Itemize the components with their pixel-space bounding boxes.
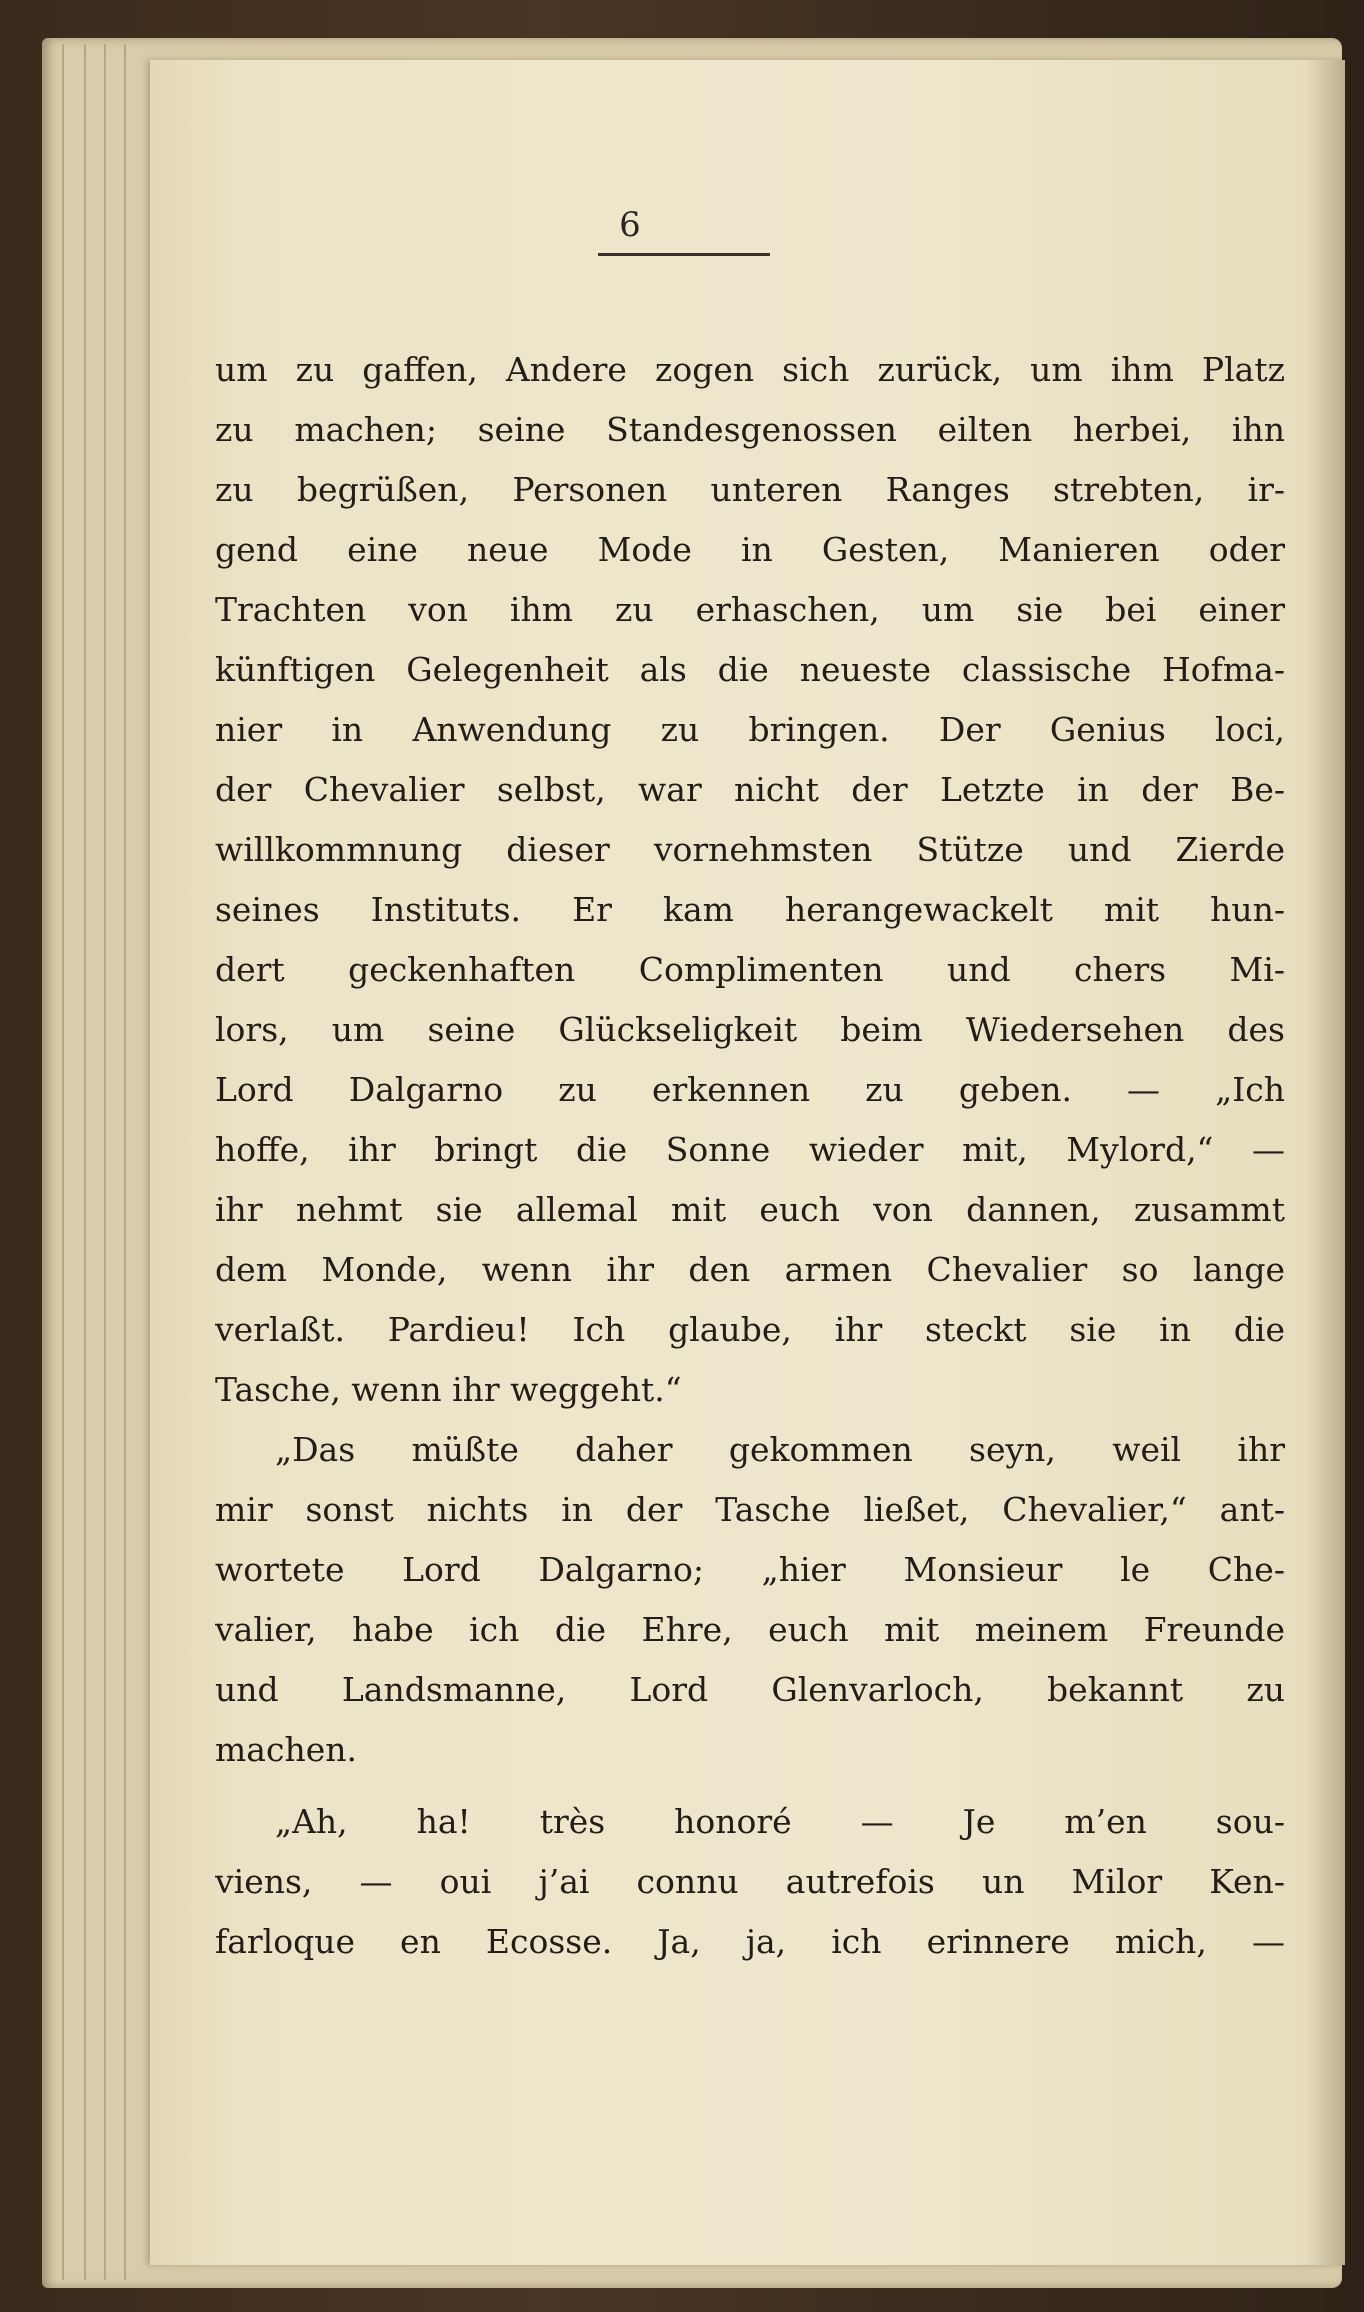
text-line: „Das müßte daher gekommen seyn, weil ihr [275, 1430, 1285, 1469]
page-edge [124, 44, 136, 2280]
page-gutter-shadow [1305, 60, 1345, 2265]
text-line: „Ah, ha! très honoré — Je m’en sou- [275, 1802, 1285, 1841]
text-line: seines Instituts. Er kam herangewackelt mit hun- [215, 890, 1285, 929]
text-line: willkommnung dieser vornehmsten Stütze und Zierde [215, 830, 1285, 869]
text-line: wortete Lord Dalgarno; „hier Monsieur le Che- [215, 1550, 1285, 1589]
text-line: valier, habe ich die Ehre, euch mit meinem Freunde [215, 1610, 1285, 1649]
text-line: lors, um seine Glückseligkeit beim Wiedersehen des [215, 1010, 1285, 1049]
text-line: ihr nehmt sie allemal mit euch von dannen, zusammt [215, 1190, 1285, 1229]
text-line: farloque en Ecosse. Ja, ja, ich erinnere mich, — [215, 1922, 1285, 1961]
text-line: Tasche, wenn ihr weggeht.“ [215, 1370, 682, 1409]
text-line: um zu gaffen, Andere zogen sich zurück, um ihm Platz [215, 350, 1285, 389]
text-line: mir sonst nichts in der Tasche ließet, Chevalier,“ ant- [215, 1490, 1285, 1529]
text-line: zu begrüßen, Personen unteren Ranges strebten, ir- [215, 470, 1285, 509]
header-rule [598, 253, 770, 256]
text-line: Lord Dalgarno zu erkennen zu geben. — „Ich [215, 1070, 1285, 1109]
text-line: und Landsmanne, Lord Glenvarloch, bekannt zu [215, 1670, 1285, 1709]
page-edge [84, 44, 96, 2280]
page-edge [62, 44, 74, 2280]
text-line: nier in Anwendung zu bringen. Der Genius loci, [215, 710, 1285, 749]
text-line: Trachten von ihm zu erhaschen, um sie bei einer [215, 590, 1285, 629]
text-line: dem Monde, wenn ihr den armen Chevalier so lange [215, 1250, 1285, 1289]
text-line: viens, — oui j’ai connu autrefois un Milor Ken- [215, 1862, 1285, 1901]
text-line: zu machen; seine Standesgenossen eilten herbei, ihn [215, 410, 1285, 449]
page-edge [104, 44, 116, 2280]
text-line: der Chevalier selbst, war nicht der Letzte in der Be- [215, 770, 1285, 809]
text-line: gend eine neue Mode in Gesten, Manieren oder [215, 530, 1285, 569]
text-line: machen. [215, 1730, 357, 1769]
page-number: 6 [619, 205, 641, 245]
text-line: dert geckenhaften Complimenten und chers Mi- [215, 950, 1285, 989]
text-line: künftigen Gelegenheit als die neueste classische Hofma- [215, 650, 1285, 689]
body-text [215, 340, 1285, 1972]
text-line: verlaßt. Pardieu! Ich glaube, ihr steckt sie in die [215, 1310, 1285, 1349]
text-line: hoffe, ihr bringt die Sonne wieder mit, Mylord,“ — [215, 1130, 1285, 1169]
